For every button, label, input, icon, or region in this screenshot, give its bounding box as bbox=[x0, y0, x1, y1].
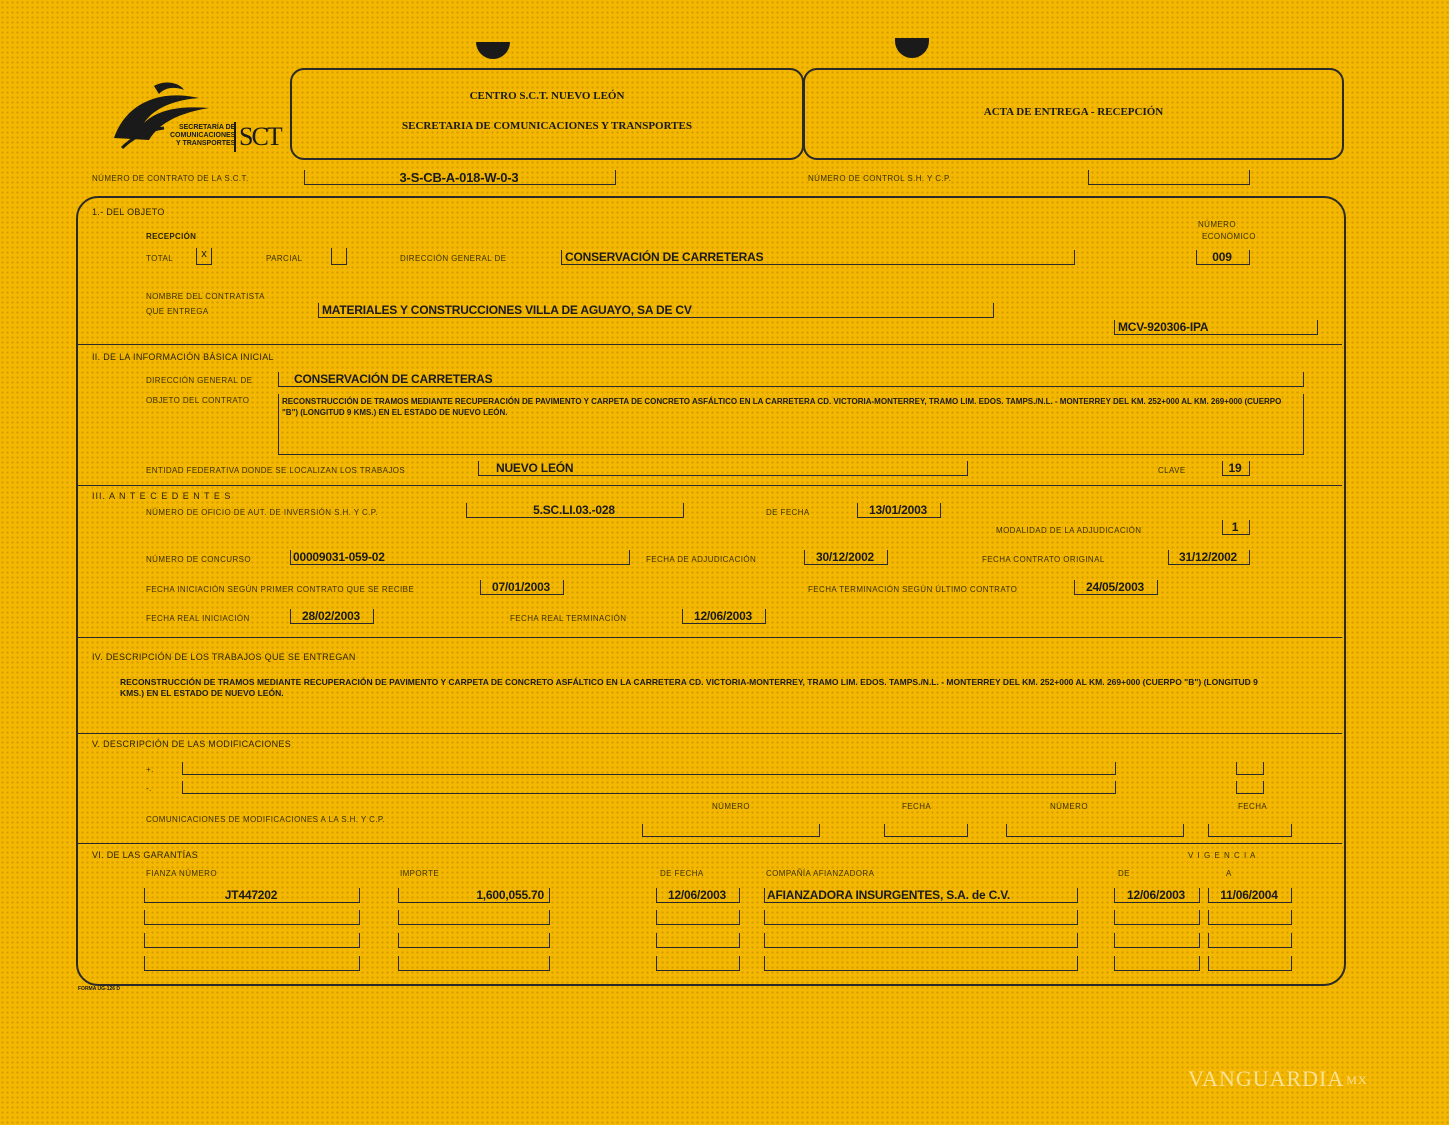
fianza-value: JT447202 bbox=[224, 888, 278, 902]
direccion-value: CONSERVACIÓN DE CARRETERAS bbox=[565, 250, 764, 264]
real-inicio-label: FECHA REAL INICIACIÓN bbox=[146, 614, 250, 623]
watermark-text: VANGUARDIA bbox=[1188, 1066, 1345, 1091]
logo-mark: SCT bbox=[234, 122, 281, 152]
objeto-value: RECONSTRUCCIÓN DE TRAMOS MEDIANTE RECUPERACIÓN DE PAVIMENTO Y CARPETA DE CONCRETO ASFÁLTICO EN LA CARRETERA CD. VICTORIA-MONTERREY, TRAMO LIM. EDOS. TAMPS./N.L. - MONTERREY DEL KM. 252+000 AL KM. 269+000 (CUERPO "B") (LONGITUD 9 KMS.) EN EL ESTADO DE NUEVO LEÓN. bbox=[282, 397, 1282, 417]
divider-5 bbox=[78, 843, 1342, 844]
control-label: NÚMERO DE CONTROL S.H. Y C.P. bbox=[808, 174, 952, 183]
form-code: FORMA UG-126 D bbox=[78, 986, 121, 992]
divider-3 bbox=[78, 637, 1342, 638]
entidad-value: NUEVO LEÓN bbox=[496, 461, 574, 475]
section-5-title: V. DESCRIPCIÓN DE LAS MODIFICACIONES bbox=[92, 739, 292, 749]
logo-text: SECRETARÍA DE COMUNICACIONES Y TRANSPORTES bbox=[170, 124, 236, 147]
importe-label: IMPORTE bbox=[400, 869, 440, 878]
fianza-label: FIANZA NÚMERO bbox=[146, 869, 217, 878]
fianza-field-3[interactable] bbox=[144, 933, 360, 948]
direccion2-value: CONSERVACIÓN DE CARRETERAS bbox=[294, 372, 493, 386]
oficio-value: 5.SC.LI.03.-028 bbox=[533, 503, 615, 517]
com-numero-1-field[interactable] bbox=[642, 824, 820, 837]
num-economico-value: 009 bbox=[1212, 250, 1232, 264]
real-inicio-value: 28/02/2003 bbox=[301, 609, 361, 623]
adjudicacion-label: FECHA DE ADJUDICACIÓN bbox=[646, 555, 757, 564]
importe-field-4[interactable] bbox=[398, 956, 550, 971]
plus-label: +. bbox=[146, 765, 154, 774]
garantia-fecha-label: DE FECHA bbox=[660, 869, 704, 878]
fecha-label-2: FECHA bbox=[1238, 802, 1268, 811]
punch-hole-right bbox=[895, 38, 929, 58]
total-checkbox[interactable]: x bbox=[196, 248, 212, 265]
contratista-value: MATERIALES Y CONSTRUCCIONES VILLA DE AGUAYO, SA DE CV bbox=[322, 303, 692, 317]
com-numero-2-field[interactable] bbox=[1006, 824, 1184, 837]
fecha-field-3[interactable] bbox=[656, 933, 740, 948]
de-value: 12/06/2003 bbox=[1126, 888, 1186, 902]
watermark bbox=[1188, 1066, 1368, 1092]
a-field-3[interactable] bbox=[1208, 933, 1292, 948]
contrato-original-value: 31/12/2002 bbox=[1178, 550, 1238, 564]
mod-minus-field[interactable] bbox=[182, 781, 1116, 794]
com-fecha-1-field[interactable] bbox=[884, 824, 968, 837]
section-4-title: IV. DESCRIPCIÓN DE LOS TRABAJOS QUE SE ENTREGAN bbox=[92, 652, 356, 662]
doc-title: ACTA DE ENTREGA - RECEPCIÓN bbox=[983, 106, 1164, 118]
contratista-label-1: NOMBRE DEL CONTRATISTA bbox=[146, 292, 265, 301]
de-field-2[interactable] bbox=[1114, 910, 1200, 925]
num-economico-label-2: ECONÓMICO bbox=[1202, 232, 1256, 241]
divider-1 bbox=[78, 344, 1342, 345]
compania-value: AFIANZADORA INSURGENTES, S.A. de C.V. bbox=[767, 888, 1011, 902]
fecha-value: 12/06/2003 bbox=[667, 888, 727, 902]
a-field-4[interactable] bbox=[1208, 956, 1292, 971]
num-economico-label-1: NÚMERO bbox=[1198, 220, 1236, 229]
compania-field-4[interactable] bbox=[764, 956, 1078, 971]
inicio-label: FECHA INICIACIÓN SEGÚN PRIMER CONTRATO QUE SE RECIBE bbox=[146, 585, 415, 594]
real-termino-value: 12/06/2003 bbox=[693, 609, 753, 623]
comunicaciones-label: COMUNICACIONES DE MODIFICACIONES A LA S.H. Y C.P. bbox=[146, 815, 386, 824]
fecha-label-1: FECHA bbox=[902, 802, 932, 811]
trabajos-text: RECONSTRUCCIÓN DE TRAMOS MEDIANTE RECUPERACIÓN DE PAVIMENTO Y CARPETA DE CONCRETO ASFÁLTICO EN LA CARRETERA CD. VICTORIA-MONTERREY, TRAMO LIM. EDOS. TAMPS./N.L. - MONTERREY DEL KM. 252+000 AL KM. 269+000 (CUERPO "B") (LONGITUD 9 KMS.) EN EL ESTADO DE NUEVO LEÓN. bbox=[120, 677, 1258, 698]
compania-field-2[interactable] bbox=[764, 910, 1078, 925]
de-fecha-label: DE FECHA bbox=[766, 508, 810, 517]
recepcion-label: RECEPCIÓN bbox=[146, 232, 197, 241]
de-field-3[interactable] bbox=[1114, 933, 1200, 948]
contrato-original-label: FECHA CONTRATO ORIGINAL bbox=[982, 555, 1105, 564]
header-title-box bbox=[803, 68, 1344, 160]
importe-field-3[interactable] bbox=[398, 933, 550, 948]
direccion2-label: DIRECCIÓN GENERAL DE bbox=[146, 376, 253, 385]
fianza-field-2[interactable] bbox=[144, 910, 360, 925]
parcial-checkbox[interactable] bbox=[331, 248, 347, 265]
mod-minus-small-field[interactable] bbox=[1236, 781, 1264, 794]
numero-label-1: NÚMERO bbox=[712, 802, 750, 811]
section-1-title: 1.- DEL OBJETO bbox=[92, 207, 165, 217]
de-field-4[interactable] bbox=[1114, 956, 1200, 971]
minus-label: -. bbox=[146, 784, 152, 793]
mod-plus-small-field[interactable] bbox=[1236, 762, 1264, 775]
total-label: TOTAL bbox=[146, 254, 174, 263]
de-fecha-value: 13/01/2003 bbox=[868, 503, 928, 517]
vigencia-label: V I G E N C I A bbox=[1188, 851, 1257, 860]
watermark-suffix: MX bbox=[1346, 1073, 1368, 1088]
a-value: 11/06/2004 bbox=[1220, 888, 1278, 902]
fianza-field-4[interactable] bbox=[144, 956, 360, 971]
compania-field-3[interactable] bbox=[764, 933, 1078, 948]
rfc-value: MCV-920306-IPA bbox=[1118, 320, 1209, 334]
termino-value: 24/05/2003 bbox=[1085, 580, 1145, 594]
entidad-label: ENTIDAD FEDERATIVA DONDE SE LOCALIZAN LOS TRABAJOS bbox=[146, 466, 406, 475]
section-6-title: VI. DE LAS GARANTÍAS bbox=[92, 850, 199, 860]
importe-value: 1,600,055.70 bbox=[476, 888, 544, 902]
contract-label: NÚMERO DE CONTRATO DE LA S.C.T. bbox=[92, 174, 249, 183]
compania-label: COMPAÑÍA AFIANZADORA bbox=[766, 869, 875, 878]
clave-value: 19 bbox=[1228, 461, 1242, 475]
center-title: CENTRO S.C.T. NUEVO LEÓN bbox=[469, 90, 625, 102]
section-2-title: II. DE LA INFORMACIÓN BÁSICA INICIAL bbox=[92, 352, 274, 362]
header-center-box bbox=[290, 68, 804, 160]
clave-label: CLAVE bbox=[1158, 466, 1186, 475]
concurso-label: NÚMERO DE CONCURSO bbox=[146, 555, 251, 564]
mod-plus-field[interactable] bbox=[182, 762, 1116, 775]
objeto-label: OBJETO DEL CONTRATO bbox=[146, 396, 250, 405]
punch-hole-left bbox=[476, 42, 510, 59]
numero-label-2: NÚMERO bbox=[1050, 802, 1088, 811]
contract-value: 3-S-CB-A-018-W-0-3 bbox=[399, 170, 519, 185]
real-termino-label: FECHA REAL TERMINACIÓN bbox=[510, 614, 627, 623]
sct-logo bbox=[104, 78, 281, 158]
divider-2 bbox=[78, 485, 1342, 486]
direccion-label: DIRECCIÓN GENERAL DE bbox=[400, 254, 507, 263]
a-label: A bbox=[1226, 869, 1232, 878]
divider-4 bbox=[78, 733, 1342, 734]
modalidad-label: MODALIDAD DE LA ADJUDICACIÓN bbox=[996, 526, 1142, 535]
fecha-field-2[interactable] bbox=[656, 910, 740, 925]
control-field bbox=[1088, 170, 1250, 185]
oficio-label: NÚMERO DE OFICIO DE AUT. DE INVERSIÓN S.H. Y C.P. bbox=[146, 508, 379, 517]
importe-field-2[interactable] bbox=[398, 910, 550, 925]
concurso-value: 00009031-059-02 bbox=[293, 550, 385, 564]
inicio-value: 07/01/2003 bbox=[491, 580, 551, 594]
parcial-label: PARCIAL bbox=[266, 254, 303, 263]
de-label: DE bbox=[1118, 869, 1130, 878]
fecha-field-4[interactable] bbox=[656, 956, 740, 971]
a-field-2[interactable] bbox=[1208, 910, 1292, 925]
modalidad-value: 1 bbox=[1231, 520, 1239, 534]
section-3-title: III. A N T E C E D E N T E S bbox=[92, 491, 232, 501]
contratista-label-2: QUE ENTREGA bbox=[146, 307, 209, 316]
com-fecha-2-field[interactable] bbox=[1208, 824, 1292, 837]
termino-label: FECHA TERMINACIÓN SEGÚN ÚLTIMO CONTRATO bbox=[808, 585, 1018, 594]
adjudicacion-value: 30/12/2002 bbox=[815, 550, 875, 564]
center-subtitle: SECRETARIA DE COMUNICACIONES Y TRANSPORTES bbox=[402, 120, 692, 132]
